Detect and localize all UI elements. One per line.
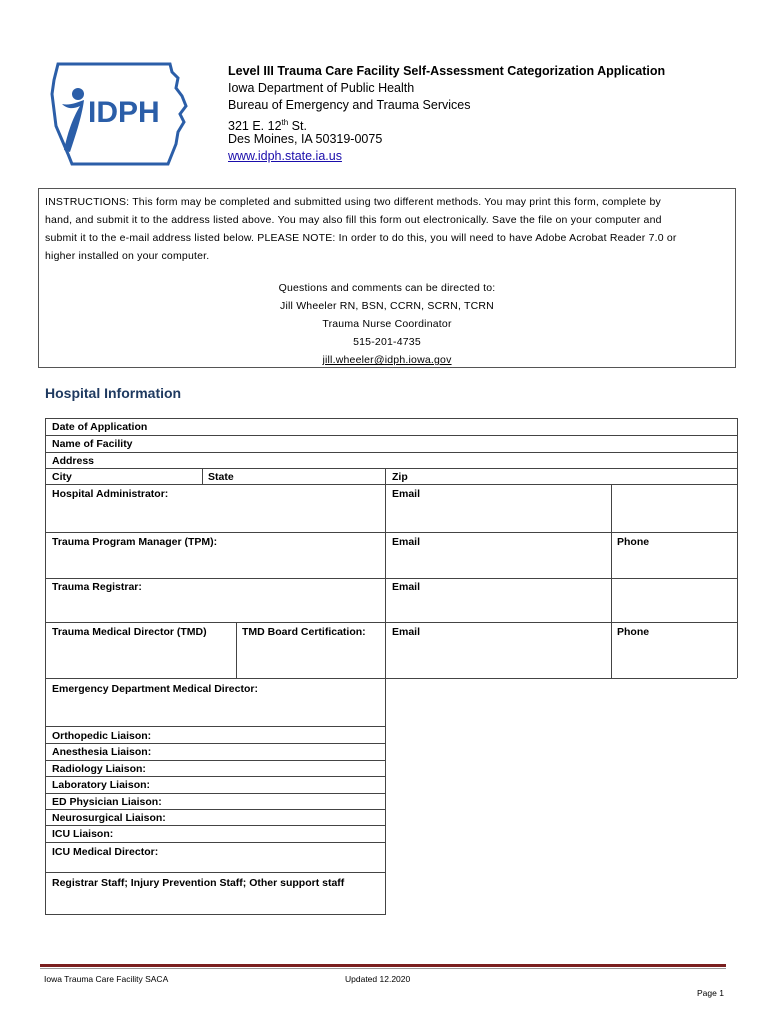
label-trauma-registrar: Trauma Registrar: [52, 581, 142, 593]
label-tpm: Trauma Program Manager (TPM): [52, 536, 218, 548]
section-title: Hospital Information [45, 385, 182, 401]
label-radiology-liaison: Radiology Liaison: [52, 763, 146, 775]
label-ed-physician-liaison: ED Physician Liaison: [52, 796, 162, 808]
contact-email[interactable]: jill.wheeler@idph.iowa.gov [322, 354, 452, 366]
page-number: Page 1 [697, 988, 724, 998]
label-hospital-administrator: Hospital Administrator: [52, 488, 169, 500]
idph-logo [50, 60, 190, 170]
label-address: Address [52, 455, 95, 467]
instructions-box [38, 188, 736, 368]
label-city: City [52, 471, 72, 483]
logo-text: IDPH [88, 96, 160, 129]
contact-name: Jill Wheeler RN, BSN, CCRN, SCRN, TCRN [280, 300, 494, 312]
label-date-of-application: Date of Application [52, 421, 148, 433]
label-tmd-phone: Phone [617, 626, 650, 638]
footer-left: Iowa Trauma Care Facility SACA [44, 974, 169, 984]
form-title: Level III Trauma Care Facility Self-Assessment Categorization Application [228, 64, 666, 78]
contact-phone: 515-201-4735 [353, 336, 421, 348]
instructions-line-2: hand, and submit it to the address listed above. You may also fill this form out electronically. Save the file on your computer and [45, 214, 662, 226]
org-name: Iowa Department of Public Health [228, 81, 415, 95]
label-name-of-facility: Name of Facility [52, 438, 133, 450]
street-pre: 321 E. 12 [228, 119, 282, 134]
street-sup: th [281, 118, 289, 127]
street-post: St. [288, 119, 307, 134]
footer-rule [40, 964, 726, 967]
label-state: State [208, 471, 234, 483]
label-laboratory-liaison: Laboratory Liaison: [52, 779, 151, 791]
city-address: Des Moines, IA 50319-0075 [228, 132, 383, 146]
bureau-name: Bureau of Emergency and Trauma Services [228, 98, 471, 112]
label-tmd-certification: TMD Board Certification: [242, 626, 366, 638]
label-tpm-email: Email [392, 536, 421, 548]
website-link-wrap [228, 148, 342, 165]
contact-intro: Questions and comments can be directed to: [278, 282, 496, 294]
label-admin-email: Email [392, 488, 421, 500]
label-anesthesia-liaison: Anesthesia Liaison: [52, 746, 152, 758]
website-link[interactable]: www.idph.state.ia.us [228, 149, 342, 163]
contact-title: Trauma Nurse Coordinator [322, 318, 452, 330]
label-ed-director: Emergency Department Medical Director: [52, 683, 258, 695]
instructions-line-4: higher installed on your computer. [45, 250, 210, 262]
instructions-line-1: INSTRUCTIONS: This form may be completed and submitted using two different methods. You may print this form, complete by [45, 196, 661, 208]
label-tpm-phone: Phone [617, 536, 650, 548]
label-ortho-liaison: Orthopedic Liaison: [52, 730, 152, 742]
label-icu-director: ICU Medical Director: [52, 846, 159, 858]
label-icu-liaison: ICU Liaison: [52, 828, 114, 840]
label-tmd-email: Email [392, 626, 421, 638]
footer-rule-thin [40, 968, 726, 969]
label-tmd: Trauma Medical Director (TMD) [52, 626, 207, 638]
label-neurosurgical-liaison: Neurosurgical Liaison: [52, 812, 166, 824]
footer-center: Updated 12.2020 [345, 974, 411, 984]
label-registrar-email: Email [392, 581, 421, 593]
label-zip: Zip [392, 471, 408, 483]
instructions-line-3: submit it to the e-mail address listed below. PLEASE NOTE: In order to do this, you will need to have Adobe Acrobat Reader 7.0 or [45, 232, 677, 244]
label-registrar-staff: Registrar Staff; Injury Prevention Staff; Other support staff [52, 877, 345, 889]
